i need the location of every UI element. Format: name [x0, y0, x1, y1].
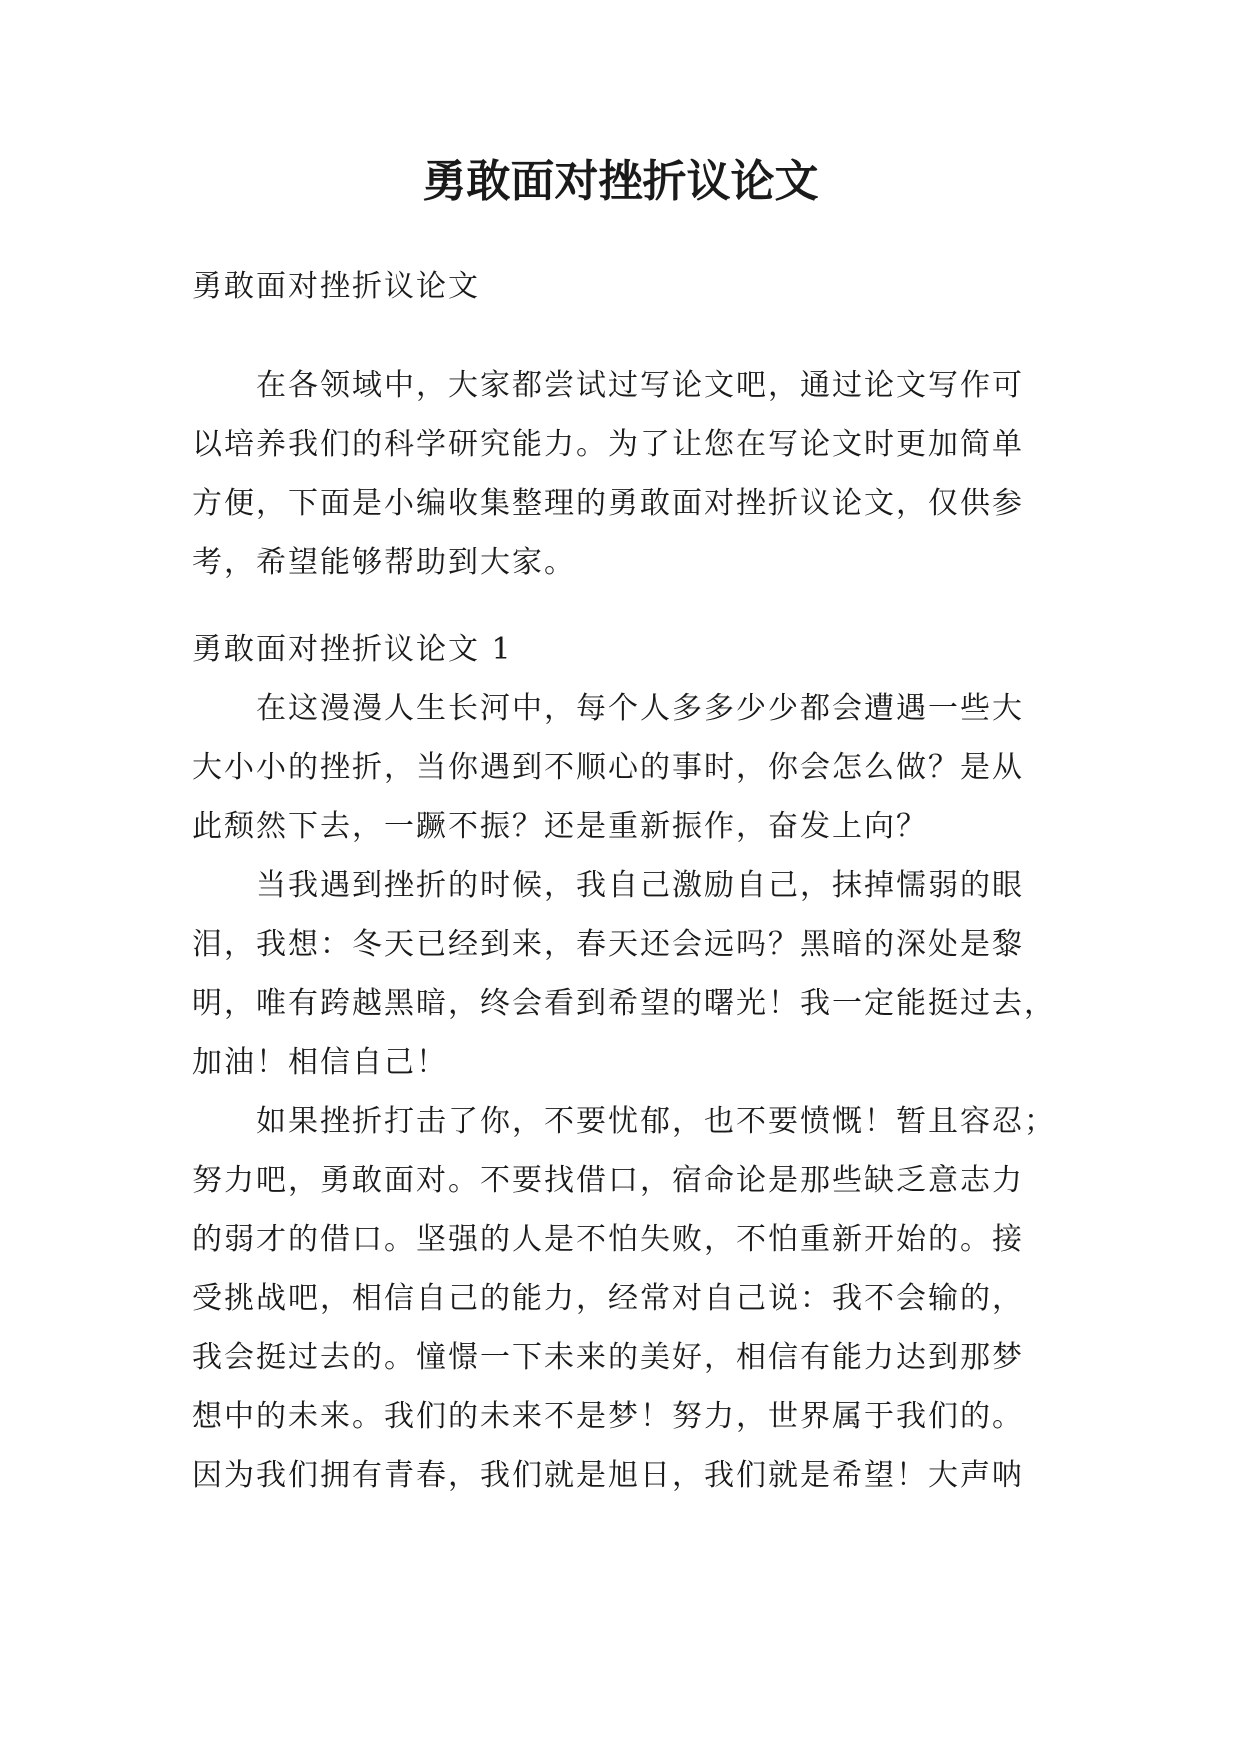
paragraph-line: 泪，我想：冬天已经到来，春天还会远吗？黑暗的深处是黎: [192, 927, 1024, 962]
intro-paragraph: [192, 356, 1072, 592]
document-subtitle: 勇敢面对挫折议论文: [192, 269, 480, 304]
paragraph-3: [192, 1092, 1072, 1505]
paragraph-line: 受挑战吧，相信自己的能力，经常对自己说：我不会输的，: [192, 1281, 1024, 1316]
paragraph-line: 大小小的挫折，当你遇到不顺心的事时，你会怎么做？是从: [192, 750, 1024, 785]
document-title: 勇敢面对挫折议论文: [422, 156, 819, 207]
paragraph-line: 的弱才的借口。坚强的人是不怕失败，不怕重新开始的。接: [192, 1222, 1024, 1257]
intro-line: 考，希望能够帮助到大家。: [192, 545, 576, 580]
paragraph-2: [192, 856, 1072, 1092]
paragraph-line: 如果挫折打击了你，不要忧郁，也不要愤慨！暂且容忍；: [256, 1104, 1056, 1139]
paragraph-line: 明，唯有跨越黑暗，终会看到希望的曙光！我一定能挺过去，: [192, 986, 1056, 1021]
section-heading-block: [192, 620, 1072, 679]
paragraph-line: 在这漫漫人生长河中，每个人多多少少都会遭遇一些大: [256, 691, 1024, 726]
intro-line: 方便，下面是小编收集整理的勇敢面对挫折议论文，仅供参: [192, 486, 1024, 521]
paragraph-line: 加油！相信自己！: [192, 1045, 448, 1080]
paragraph-line: 因为我们拥有青春，我们就是旭日，我们就是希望！大声呐: [192, 1458, 1024, 1493]
paragraph-line: 此颓然下去，一蹶不振？还是重新振作，奋发上向？: [192, 809, 928, 844]
paragraph-line: 当我遇到挫折的时候，我自己激励自己，抹掉懦弱的眼: [256, 868, 1024, 903]
section-heading: 勇敢面对挫折议论文 1: [192, 632, 513, 667]
paragraph-line: 想中的未来。我们的未来不是梦！努力，世界属于我们的。: [192, 1399, 1024, 1434]
paragraph-1: [192, 679, 1072, 856]
document-subtitle-block: [192, 257, 1072, 316]
intro-line: 以培养我们的科学研究能力。为了让您在写论文时更加简单: [192, 427, 1024, 462]
paragraph-line: 努力吧，勇敢面对。不要找借口，宿命论是那些缺乏意志力: [192, 1163, 1024, 1198]
paragraph-line: 我会挺过去的。憧憬一下未来的美好，相信有能力达到那梦: [192, 1340, 1024, 1375]
intro-line: 在各领域中，大家都尝试过写论文吧，通过论文写作可: [256, 368, 1024, 403]
